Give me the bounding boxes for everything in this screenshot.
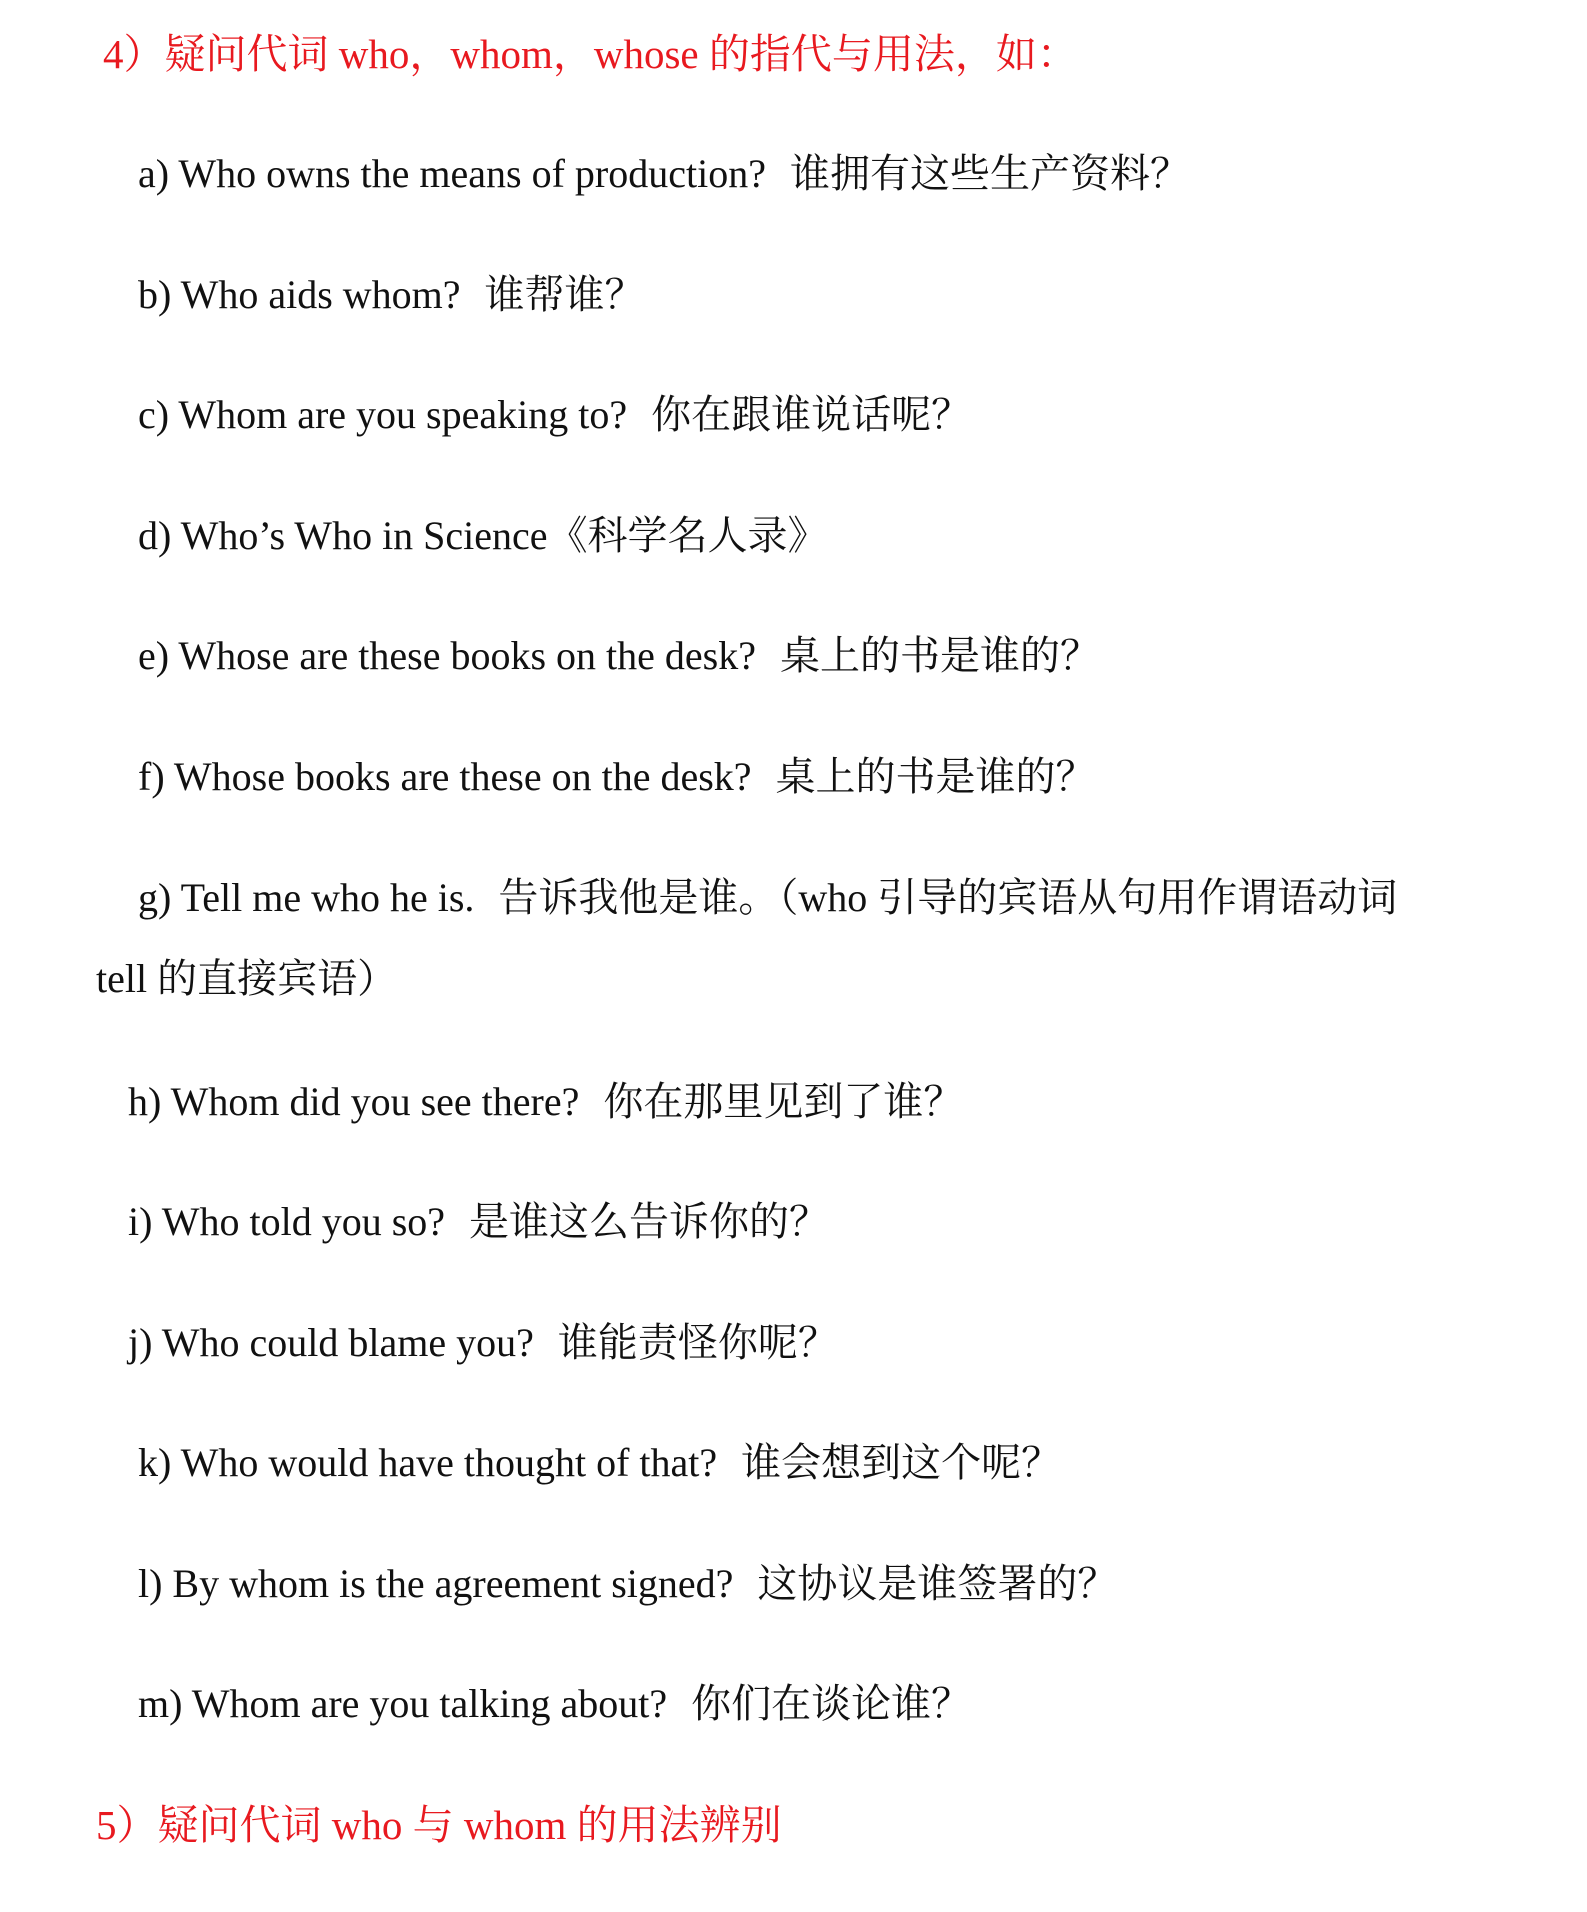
example-k: [138, 1437, 1061, 1489]
section-5-heading: 5）疑问代词 who 与 whom 的用法辨别: [96, 1802, 782, 1848]
example-i: [128, 1196, 829, 1248]
example-e: [138, 630, 1100, 682]
example-g-continuation: tell 的直接宾语）: [96, 956, 398, 1001]
example-chinese: 《科学名人录》: [547, 513, 828, 558]
example-english: m) Whom are you talking about?: [138, 1681, 668, 1726]
example-chinese: 谁能责怪你呢？: [557, 1320, 838, 1365]
example-chinese: 你在跟谁说话呢？: [651, 392, 972, 437]
example-english: b) Who aids whom?: [138, 272, 461, 317]
example-english: h) Whom did you see there?: [128, 1079, 580, 1124]
example-j: [128, 1317, 838, 1369]
example-chinese: 你在那里见到了谁？: [603, 1079, 964, 1124]
example-chinese: 谁会想到这个呢？: [741, 1440, 1062, 1485]
example-english: e) Whose are these books on the desk?: [138, 633, 756, 678]
example-c: [138, 389, 971, 441]
example-chinese: 谁帮谁？: [484, 272, 645, 317]
example-chinese: 你们在谈论谁？: [691, 1681, 972, 1726]
example-chinese: 这协议是谁签署的？: [757, 1561, 1118, 1606]
example-chinese: 谁拥有这些生产资料？: [790, 151, 1190, 196]
example-a: [138, 148, 1190, 200]
example-english: a) Who owns the means of production?: [138, 151, 766, 196]
example-english: g) Tell me who he is.: [138, 875, 475, 920]
example-english: f) Whose books are these on the desk?: [138, 754, 752, 799]
example-english: d) Who’s Who in Science: [138, 513, 548, 558]
example-chinese: 告诉我他是谁。（who 引导的宾语从句用作谓语动词: [498, 875, 1398, 920]
example-english: l) By whom is the agreement signed?: [138, 1561, 734, 1606]
example-chinese: 桌上的书是谁的？: [775, 754, 1096, 799]
example-b: [138, 269, 645, 321]
example-chinese: 桌上的书是谁的？: [779, 633, 1100, 678]
example-english: c) Whom are you speaking to?: [138, 392, 628, 437]
example-m: [138, 1678, 971, 1730]
example-chinese: 是谁这么告诉你的？: [469, 1199, 830, 1244]
example-english: k) Who would have thought of that?: [138, 1440, 718, 1485]
example-g: [138, 872, 1397, 924]
example-d: [138, 510, 828, 562]
example-f: [138, 751, 1096, 803]
section-4-heading: 4）疑问代词 who，whom，whose 的指代与用法，如：: [103, 31, 1078, 77]
example-l: [138, 1558, 1117, 1610]
example-english: i) Who told you so?: [128, 1199, 446, 1244]
example-english: j) Who could blame you?: [128, 1320, 534, 1365]
example-h: [128, 1076, 963, 1128]
